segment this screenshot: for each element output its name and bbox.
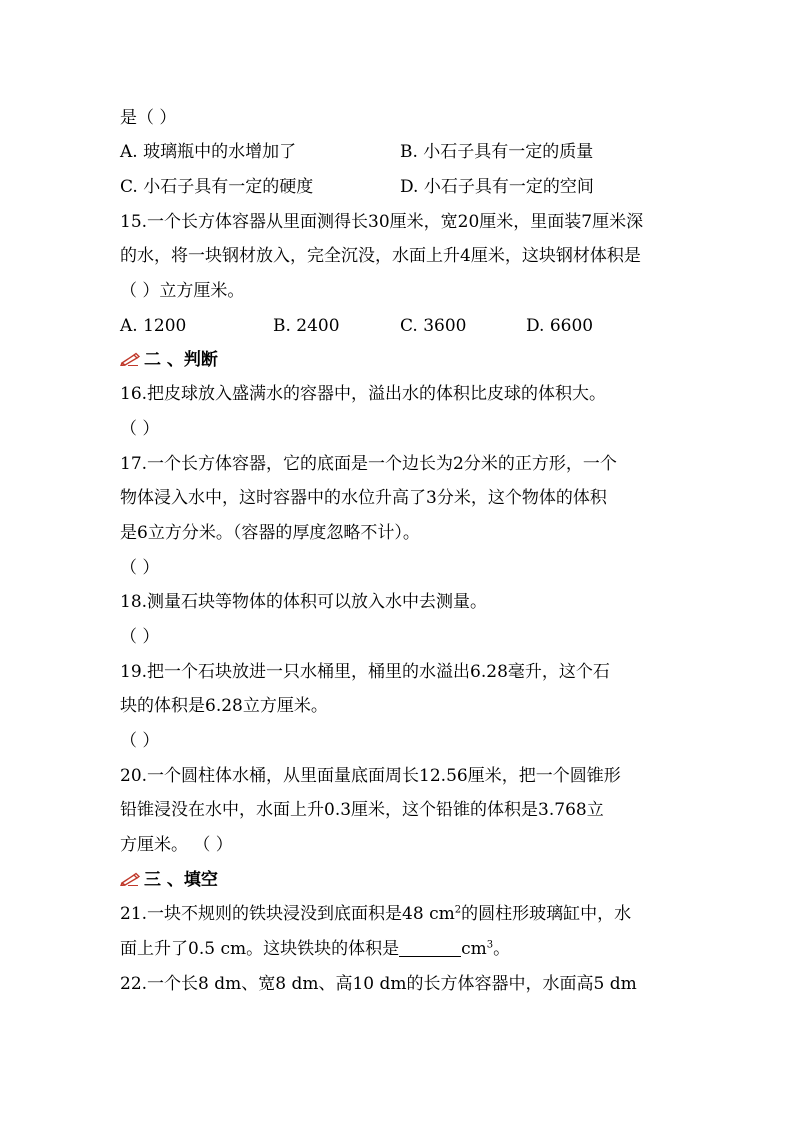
q15-text-line-3: （ ）立方厘米。 [120, 281, 245, 301]
q14-tail: 是（ ） [120, 108, 177, 128]
q19-text-line-2: 块的体积是6.28立方厘米。 [120, 696, 328, 716]
q21-superscript-3: 3 [486, 939, 494, 951]
section-2-title: 二 、判断 [144, 350, 218, 370]
q21-superscript-2: 2 [454, 904, 462, 916]
q15-option-a[interactable]: A. 1200 [120, 316, 187, 336]
q21-text-line-1 [120, 902, 631, 926]
q17-text-line-3: 是6立方分米。（容器的厚度忽略不计）。 [120, 523, 420, 543]
q18-answer-paren[interactable]: （ ） [120, 627, 160, 647]
q16-text-line-1: 16.把皮球放入盛满水的容器中，溢出水的体积比皮球的体积大。 [120, 384, 607, 404]
q20-text-line-1: 20.一个圆柱体水桶，从里面量底面周长12.56厘米，把一个圆锥形 [120, 766, 621, 786]
q14-option-c[interactable]: C. 小石子具有一定的硬度 [120, 177, 314, 197]
q14-option-a[interactable]: A. 玻璃瓶中的水增加了 [120, 142, 297, 162]
q21-unit: cm [461, 939, 487, 959]
q14-option-b[interactable]: B. 小石子具有一定的质量 [400, 142, 594, 162]
section-3-title: 三 、填空 [144, 870, 218, 890]
q15-option-b[interactable]: B. 2400 [273, 316, 340, 336]
q21-line-1-tail: 的圆柱形玻璃缸中，水 [461, 904, 632, 924]
q19-text-line-1: 19.把一个石块放进一只水桶里，桶里的水溢出6.28毫升，这个石 [120, 662, 610, 682]
q14-option-d[interactable]: D. 小石子具有一定的空间 [400, 177, 594, 197]
q15-option-c[interactable]: C. 3600 [400, 316, 467, 336]
q15-option-d[interactable]: D. 6600 [526, 316, 594, 336]
q21-line-1-text: 21.一块不规则的铁块浸没到底面积是48 cm [120, 904, 455, 924]
pencil-icon [120, 872, 140, 886]
q20-text-line-2: 铅锥浸没在水中，水面上升0.3厘米，这个铅锥的体积是3.768立 [120, 800, 604, 820]
q21-answer-blank[interactable] [399, 939, 461, 957]
q17-text-line-1: 17.一个长方体容器，它的底面是一个边长为2分米的正方形，一个 [120, 454, 617, 474]
q21-line-2-text: 面上升了0.5 cm。这块铁块的体积是 [120, 939, 400, 959]
section-2-heading [120, 348, 218, 372]
q21-text-line-2 [120, 937, 510, 961]
q18-text-line-1: 18.测量石块等物体的体积可以放入水中去测量。 [120, 592, 488, 612]
q15-text-line-1: 15.一个长方体容器从里面测得长30厘米，宽20厘米，里面装7厘米深 [120, 212, 644, 232]
q16-answer-paren[interactable]: （ ） [120, 419, 160, 439]
q22-text-line-1: 22.一个长8 dm、宽8 dm、高10 dm的长方体容器中，水面高5 dm [120, 974, 637, 994]
pencil-icon [120, 352, 140, 366]
q20-text-line-3: 方厘米。 （ ） [120, 835, 233, 855]
q21-line-2-tail: 。 [493, 939, 511, 959]
q17-text-line-2: 物体浸入水中，这时容器中的水位升高了3分米，这个物体的体积 [120, 488, 607, 508]
q15-text-line-2: 的水，将一块钢材放入，完全沉没，水面上升4厘米，这块钢材体积是 [120, 246, 641, 266]
section-3-heading [120, 868, 218, 892]
q17-answer-paren[interactable]: （ ） [120, 558, 160, 578]
q19-answer-paren[interactable]: （ ） [120, 731, 160, 751]
